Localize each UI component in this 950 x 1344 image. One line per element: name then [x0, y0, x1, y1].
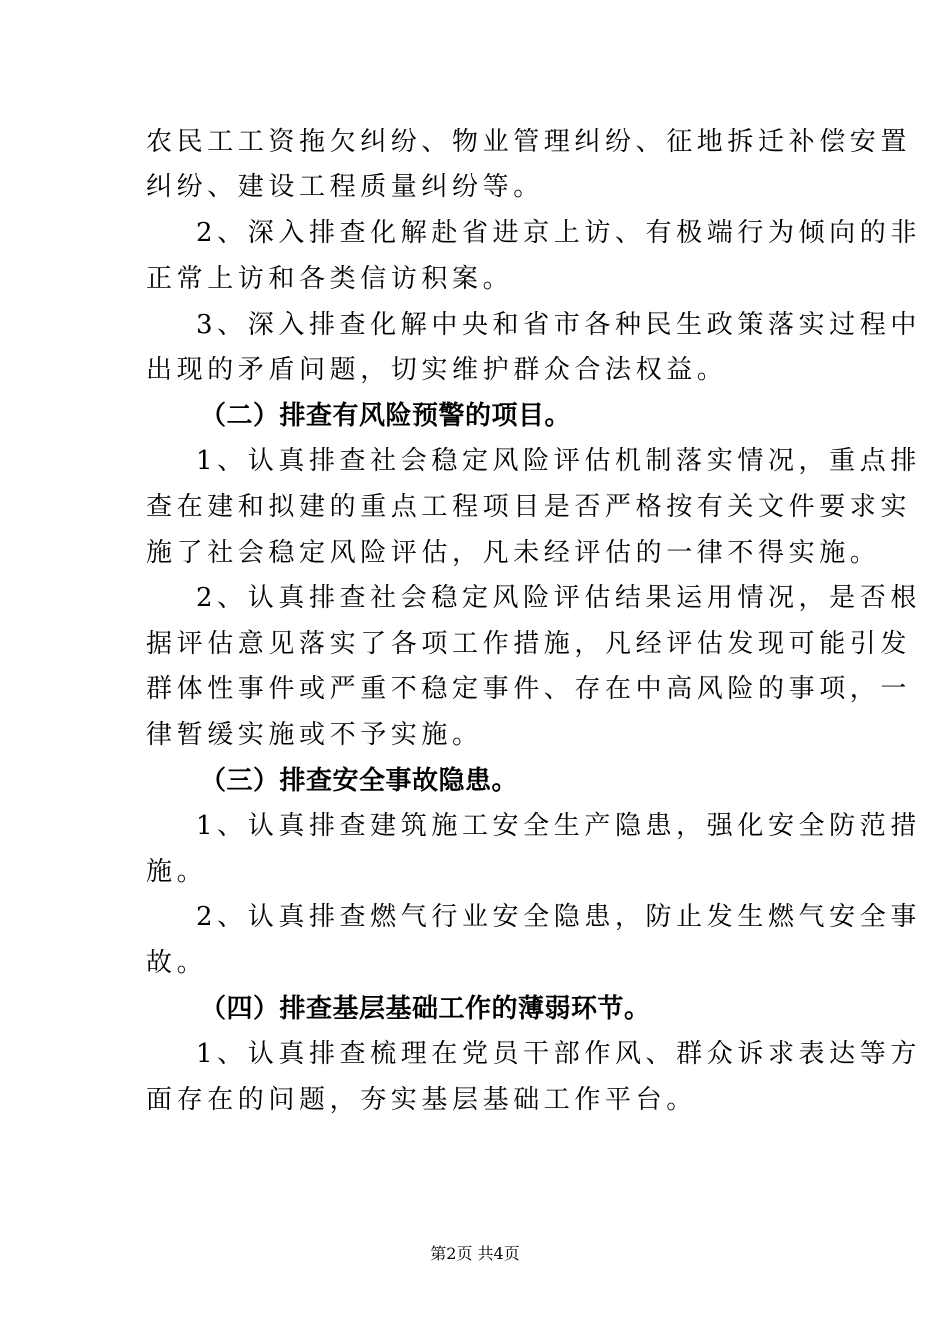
section-heading-2: （二）排查有风险预警的项目。: [200, 401, 572, 431]
section-heading-4: （四）排查基层基础工作的薄弱环节。: [200, 994, 651, 1024]
body-line-5: 3、深入排查化解中央和省市各种民生政策落实过程中: [196, 310, 921, 340]
body-line-17: 施。: [146, 857, 208, 887]
page-number-footer: 第2页 共4页: [430, 1244, 520, 1263]
body-line-3: 2、深入排查化解赴省进京上访、有极端行为倾向的非: [196, 218, 921, 248]
body-line-13: 群体性事件或严重不稳定事件、存在中高风险的事项，一: [146, 674, 912, 704]
body-line-6: 出现的矛盾问题，切实维护群众合法权益。: [146, 355, 728, 385]
body-line-21: 1、认真排查梳理在党员干部作风、群众诉求表达等方: [196, 1039, 921, 1069]
body-line-11: 2、认真排查社会稳定风险评估结果运用情况，是否根: [196, 583, 921, 613]
body-line-8: 1、认真排查社会稳定风险评估机制落实情况，重点排: [196, 446, 921, 476]
body-line-2: 纠纷、建设工程质量纠纷等。: [146, 172, 544, 202]
body-line-12: 据评估意见落实了各项工作措施，凡经评估发现可能引发: [146, 629, 912, 659]
body-line-22: 面存在的问题，夯实基层基础工作平台。: [146, 1085, 697, 1115]
body-line-14: 律暂缓实施或不予实施。: [146, 720, 483, 750]
body-line-18: 2、认真排查燃气行业安全隐患，防止发生燃气安全事: [196, 902, 921, 932]
body-line-10: 施了社会稳定风险评估，凡未经评估的一律不得实施。: [146, 538, 881, 568]
body-line-1: 农民工工资拖欠纠纷、物业管理纠纷、征地拆迁补偿安置: [146, 127, 912, 157]
body-line-16: 1、认真排查建筑施工安全生产隐患，强化安全防范措: [196, 811, 921, 841]
body-line-9: 查在建和拟建的重点工程项目是否严格按有关文件要求实: [146, 492, 912, 522]
section-heading-3: （三）排查安全事故隐患。: [200, 766, 519, 796]
body-line-4: 正常上访和各类信访积案。: [146, 264, 514, 294]
body-line-19: 故。: [146, 948, 208, 978]
